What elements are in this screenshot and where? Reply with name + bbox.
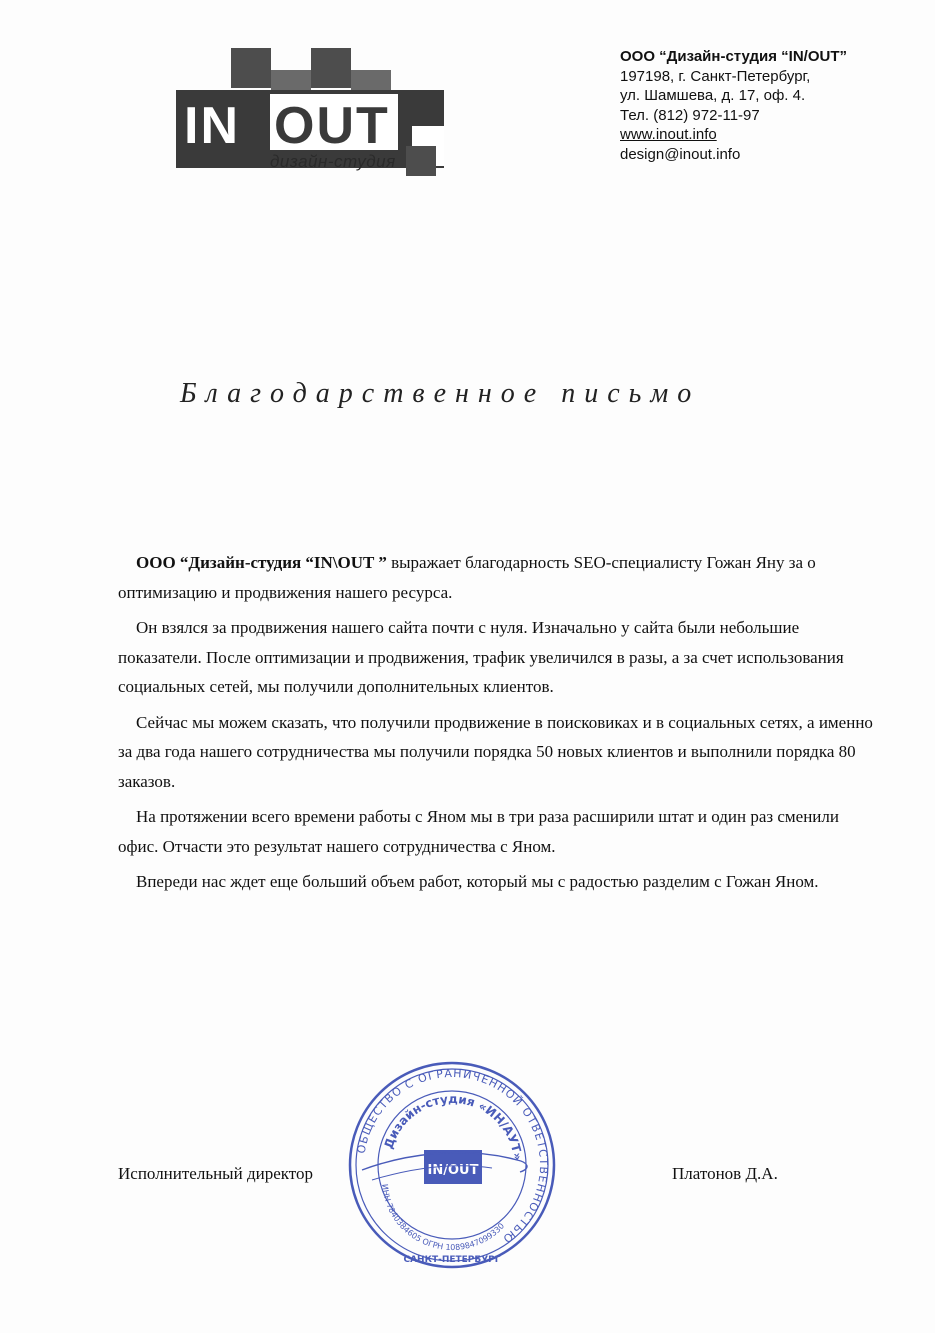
address-email: design@inout.info xyxy=(620,145,741,163)
address-company: ООО “Дизайн-студия “IN/OUT” xyxy=(620,48,847,65)
address-phone: Тел. (812) 972-11-97 xyxy=(620,106,760,124)
company-logo xyxy=(176,48,471,178)
letter-body xyxy=(118,548,878,903)
logo-square xyxy=(271,70,311,92)
seal-outer-text: ОБЩЕСТВО С ОГРАНИЧЕННОЙ ОТВЕТСТВЕННОСТЬЮ xyxy=(354,1066,551,1246)
seal-logo-text: IN/OUT xyxy=(427,1163,479,1178)
company-address xyxy=(620,47,920,164)
seal-city-text: САНКТ-ПЕТЕРБУРГ xyxy=(403,1255,501,1265)
body-paragraph-3: Сейчас мы можем сказать, что получили продвижение в поисковиках и в социальных сетях, а именно за два года нашего сотрудничества мы получили порядка 50 новых клиентов и выполнили порядка 80 заказов. xyxy=(118,712,873,791)
body-paragraph-1-text: выражает благодарность SEO-специалисту Гожан Яну за о оптимизацию и продвижения нашего ресурса. xyxy=(118,553,816,602)
seal-numbers-text: ИНН 7840384605 ОГРН 1089847099330 xyxy=(380,1183,507,1253)
address-line-2: ул. Шамшева, д. 17, оф. 4. xyxy=(620,87,806,104)
logo-out-text: OUT xyxy=(274,97,390,155)
address-website-link[interactable]: www.inout.info xyxy=(620,126,717,143)
logo-square xyxy=(311,48,351,88)
body-company-name: ООО “Дизайн-студия “IN\OUT ” xyxy=(136,553,387,572)
address-line-1: 197198, г. Санкт-Петербург, xyxy=(620,67,811,85)
logo-square xyxy=(351,70,391,92)
signature-name: Платонов Д.А. xyxy=(672,1164,778,1183)
logo-square xyxy=(231,48,271,88)
body-paragraph-2: Он взялся за продвижения нашего сайта почти с нуля. Изначально у сайта были небольшие показатели. После оптимизации и продвижения, трафик увеличился в разы, а за счет использования социальных сетей, мы получили дополнительных клиентов. xyxy=(118,618,844,696)
body-paragraph-4: На протяжении всего времени работы с Яном мы в три раза расширили штат и один раз сменили офис. Отчасти это результат нашего сотрудничества с Яном. xyxy=(118,807,839,856)
body-paragraph-5: Впереди нас ждет еще больший объем работ, который мы с радостью разделим с Гожан Яном. xyxy=(136,872,819,891)
seal-graphics xyxy=(350,1063,554,1267)
logo-square xyxy=(406,146,436,176)
logo-subtitle: дизайн-студия xyxy=(270,152,396,171)
company-seal-stamp xyxy=(342,1050,562,1280)
signature-role: Исполнительный директор xyxy=(118,1164,313,1183)
body-paragraph-1 xyxy=(118,548,878,607)
letter-title: Благодарственное письмо xyxy=(180,378,701,409)
seal-inner-text: Дизайн-студия «ИН/АУТ» xyxy=(381,1091,525,1162)
logo-in-text: IN xyxy=(184,97,240,155)
